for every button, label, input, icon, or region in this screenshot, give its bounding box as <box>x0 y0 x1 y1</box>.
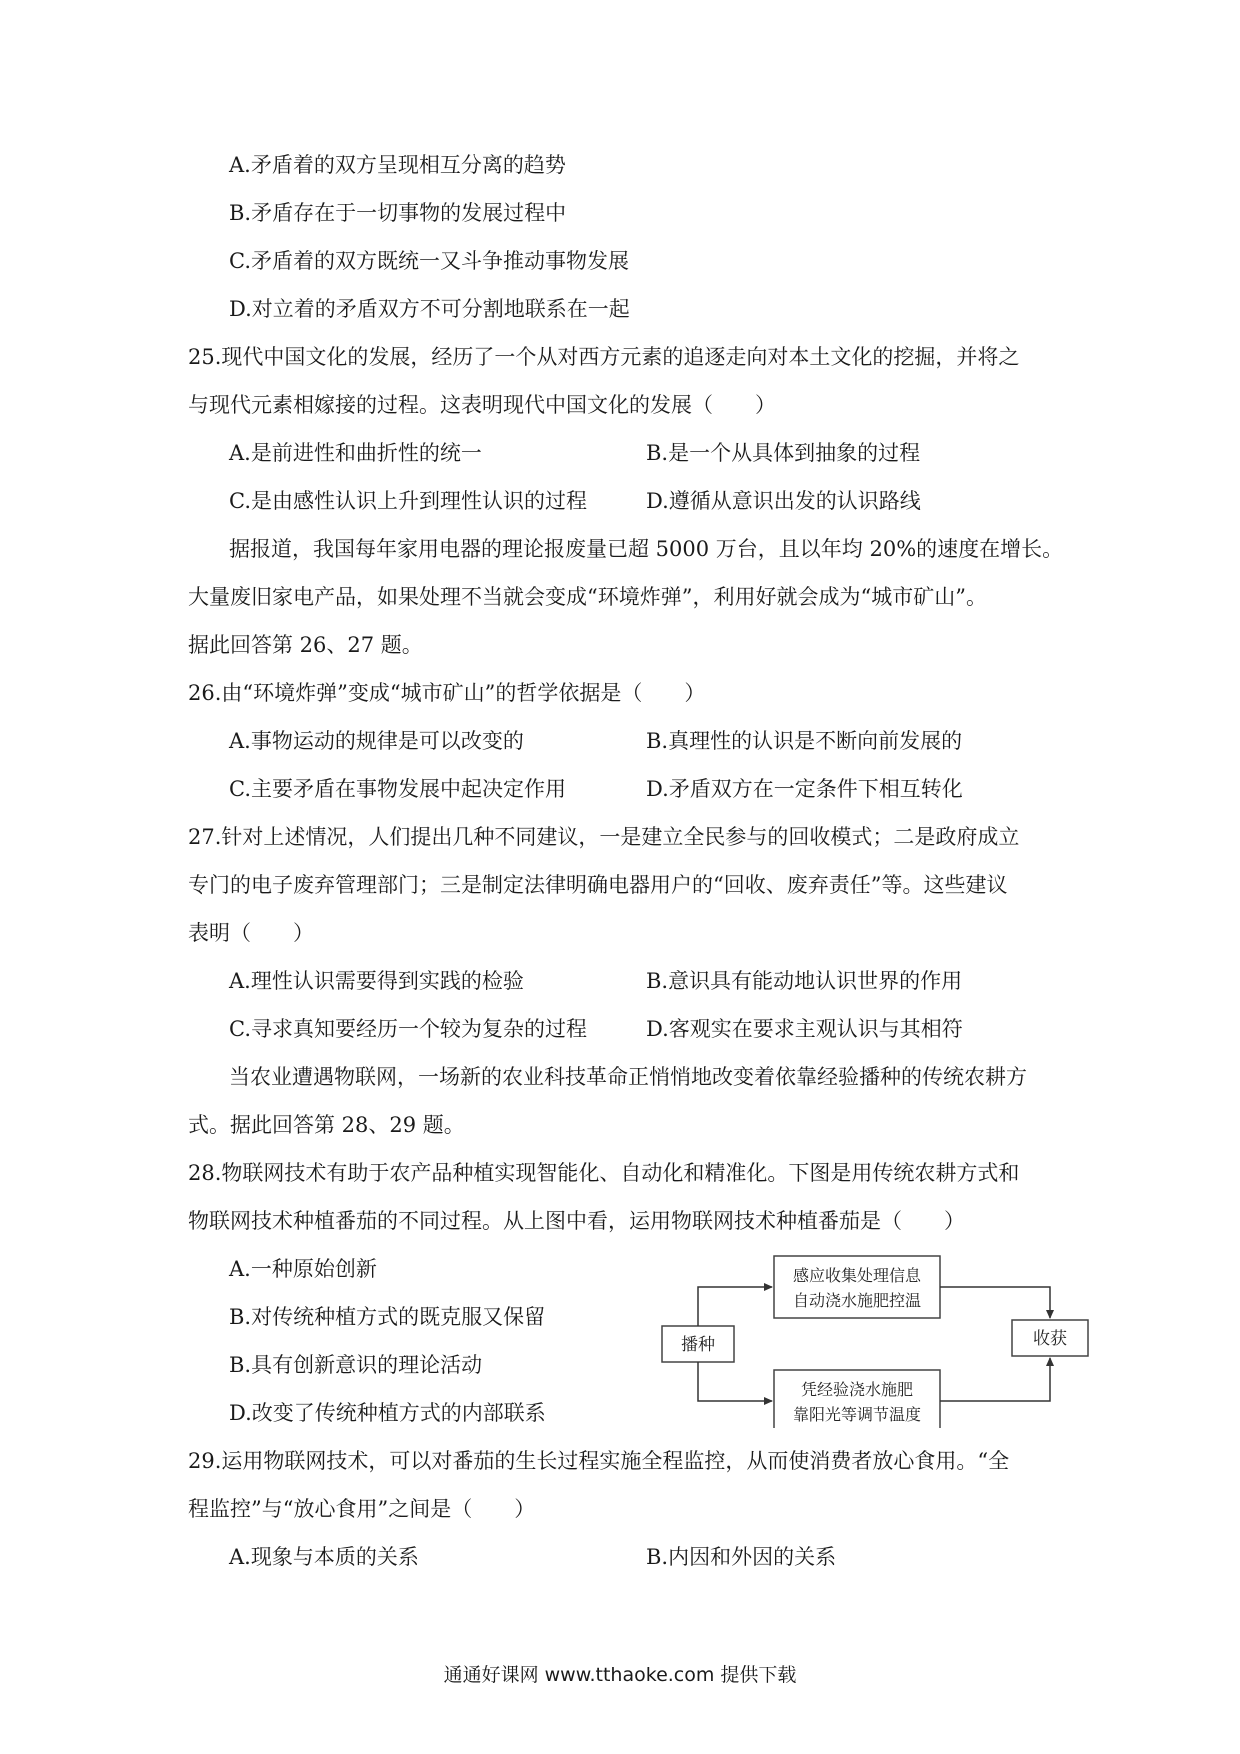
q26-stem: 26.由“环境炸弹”变成“城市矿山”的哲学依据是（ ） <box>188 681 706 705</box>
q27-option-c: C.寻求真知要经历一个较为复杂的过程 <box>229 1017 587 1041</box>
arrow-iot-to-harvest <box>940 1287 1050 1318</box>
arrow-traditional-to-harvest <box>940 1358 1050 1401</box>
q28-option-b2: B.具有创新意识的理论活动 <box>229 1353 483 1377</box>
q26-option-d: D.矛盾双方在一定条件下相互转化 <box>646 777 963 801</box>
material-26-27-line-1: 据报道，我国每年家用电器的理论报废量已超 5000 万台，且以年均 20%的速度在增长。 <box>229 537 1064 561</box>
q26-option-c: C.主要矛盾在事物发展中起决定作用 <box>229 777 566 801</box>
material-28-29-line-1: 当农业遭遇物联网，一场新的农业科技革命正悄悄地改变着依靠经验播种的传统农耕方 <box>229 1065 1027 1089</box>
q25-stem-line-2: 与现代元素相嫁接的过程。这表明现代中国文化的发展（ ） <box>188 393 776 417</box>
traditional-process-line-1: 凭经验浇水施肥 <box>800 1380 914 1399</box>
q27-option-b: B.意识具有能动地认识世界的作用 <box>646 969 963 993</box>
q29-option-a: A.现象与本质的关系 <box>229 1545 419 1569</box>
q29-stem-line-2: 程监控”与“放心食用”之间是（ ） <box>188 1497 536 1521</box>
start-label: 播种 <box>681 1335 715 1355</box>
q26-option-b: B.真理性的认识是不断向前发展的 <box>646 729 963 753</box>
material-26-27-line-2: 大量废旧家电产品，如果处理不当就会变成“环境炸弹”，利用好就会成为“城市矿山”。 <box>188 585 987 609</box>
q28-option-a: A.一种原始创新 <box>229 1257 377 1281</box>
q28-option-b: B.对传统种植方式的既克服又保留 <box>229 1305 546 1329</box>
material-26-27-line-3: 据此回答第 26、27 题。 <box>188 633 423 657</box>
q24-option-d: D.对立着的矛盾双方不可分割地联系在一起 <box>229 297 630 321</box>
q28-option-d: D.改变了传统种植方式的内部联系 <box>229 1401 546 1425</box>
q27-stem-line-3: 表明（ ） <box>188 921 314 945</box>
q29-option-b: B.内因和外因的关系 <box>646 1545 837 1569</box>
page-footer: 通通好课网 www.tthaoke.com 提供下载 <box>443 1664 797 1686</box>
arrow-to-iot <box>698 1287 772 1326</box>
traditional-process-line-2: 靠阳光等调节温度 <box>792 1405 922 1424</box>
q25-option-b: B.是一个从具体到抽象的过程 <box>646 441 921 465</box>
q28-stem-line-1: 28.物联网技术有助于农产品种植实现智能化、自动化和精准化。下图是用传统农耕方式和 <box>188 1161 1020 1185</box>
q25-option-d: D.遵循从意识出发的认识路线 <box>646 489 921 513</box>
arrow-to-traditional <box>698 1362 772 1401</box>
material-28-29-line-2: 式。据此回答第 28、29 题。 <box>188 1113 465 1137</box>
q27-option-a: A.理性认识需要得到实践的检验 <box>229 969 524 993</box>
q29-stem-line-1: 29.运用物联网技术，可以对番茄的生长过程实施全程监控，从而使消费者放心食用。“全 <box>188 1449 1010 1473</box>
q25-stem-line-1: 25.现代中国文化的发展，经历了一个从对西方元素的追逐走向对本土文化的挖掘，并将之 <box>188 345 1020 369</box>
q24-option-b: B.矛盾存在于一切事物的发展过程中 <box>229 201 567 225</box>
q24-option-a: A.矛盾着的双方呈现相互分离的趋势 <box>229 153 566 177</box>
farming-flow-diagram <box>632 1248 1112 1428</box>
iot-process-line-1: 感应收集处理信息 <box>792 1266 922 1285</box>
q27-option-d: D.客观实在要求主观认识与其相符 <box>646 1017 963 1041</box>
iot-process-line-2: 自动浇水施肥控温 <box>792 1291 922 1310</box>
q24-option-c: C.矛盾着的双方既统一又斗争推动事物发展 <box>229 249 629 273</box>
q28-stem-line-2: 物联网技术种植番茄的不同过程。从上图中看，运用物联网技术种植番茄是（ ） <box>188 1209 965 1233</box>
q27-stem-line-2: 专门的电子废弃管理部门；三是制定法律明确电器用户的“回收、废弃责任”等。这些建议 <box>188 873 1008 897</box>
q25-option-a: A.是前进性和曲折性的统一 <box>229 441 482 465</box>
q27-stem-line-1: 27.针对上述情况，人们提出几种不同建议，一是建立全民参与的回收模式；二是政府成立 <box>188 825 1020 849</box>
q26-option-a: A.事物运动的规律是可以改变的 <box>229 729 524 753</box>
q25-option-c: C.是由感性认识上升到理性认识的过程 <box>229 489 587 513</box>
end-label: 收获 <box>1033 1329 1067 1349</box>
